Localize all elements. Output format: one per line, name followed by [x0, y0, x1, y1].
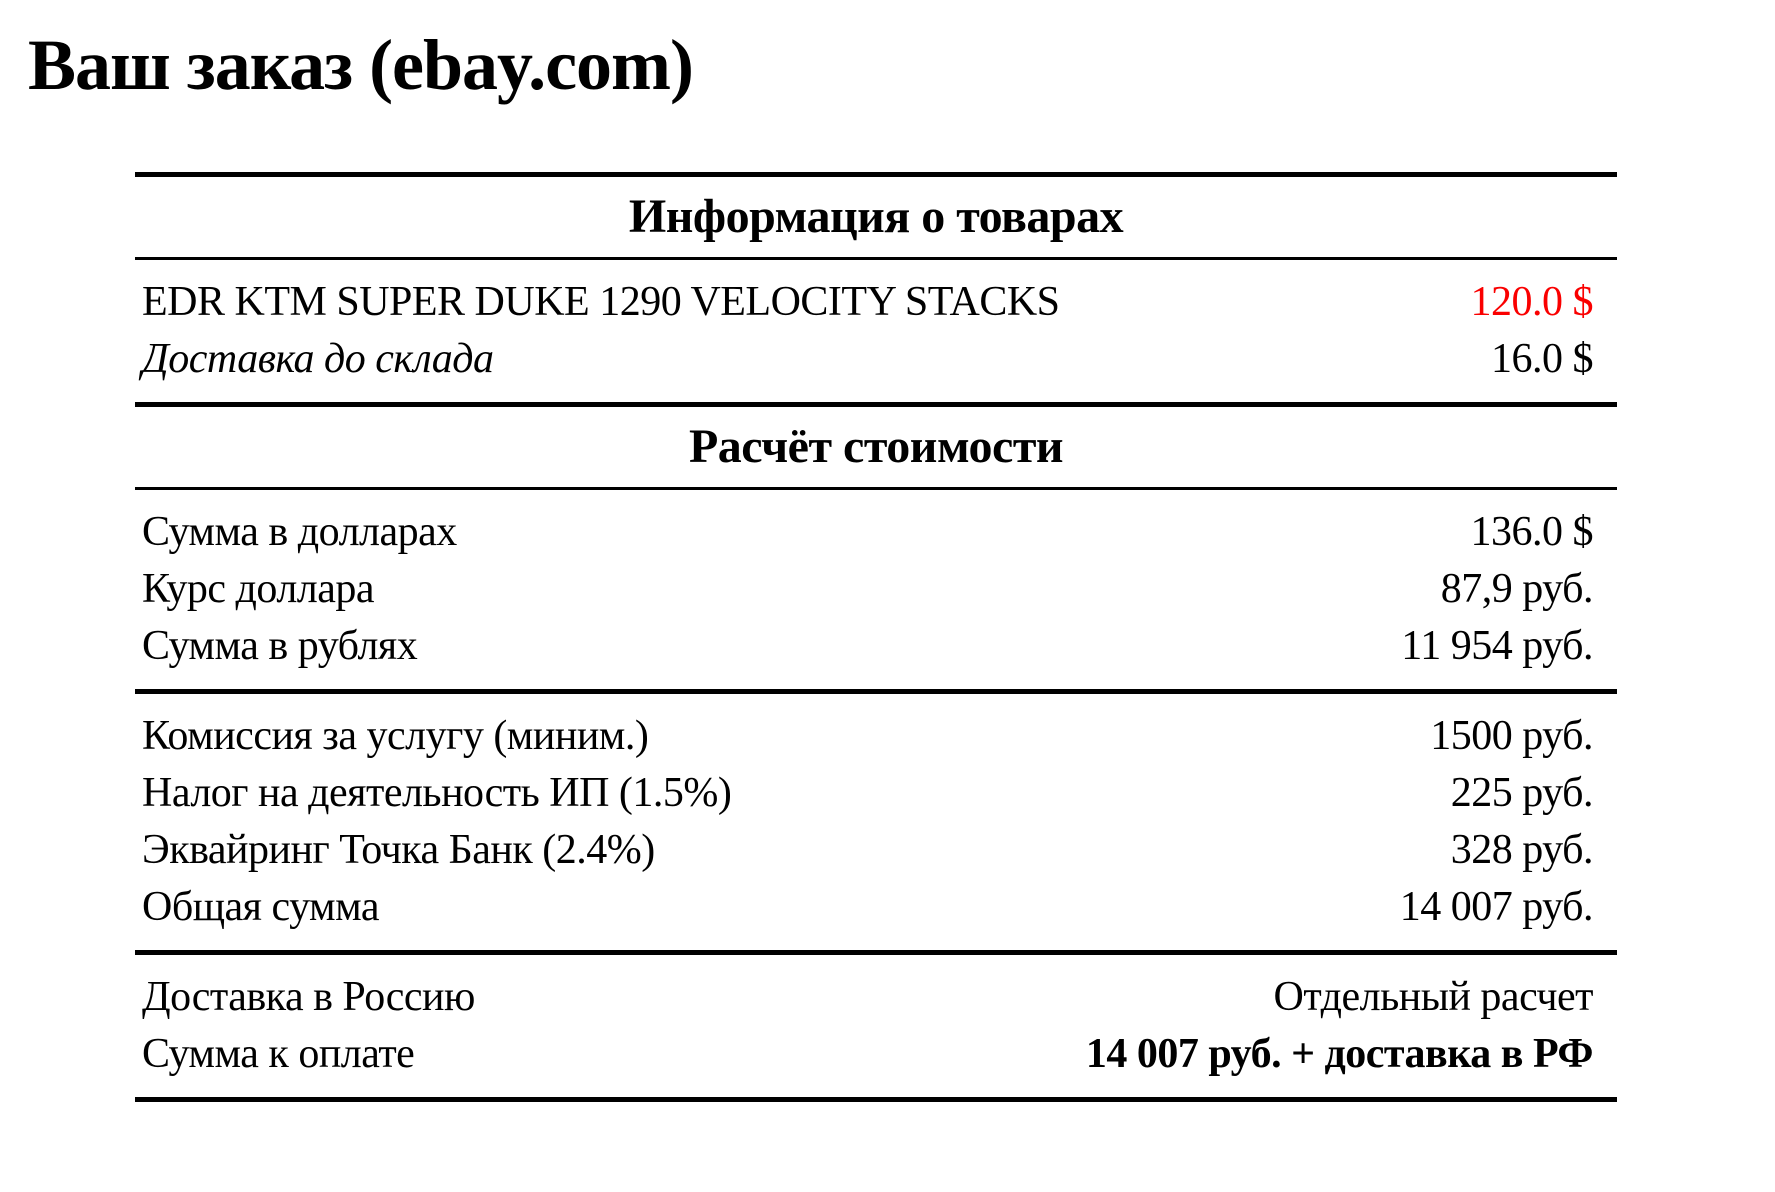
amount-due-value: 14 007 руб. + доставка в РФ	[1085, 1031, 1593, 1077]
section-header-cost-calculation: Расчёт стоимости	[688, 420, 1064, 473]
table-row-total	[135, 879, 1617, 936]
page-title: Ваш заказ (ebay.com)	[28, 25, 693, 105]
table-row-service-fee	[135, 708, 1617, 765]
total-label: Общая сумма	[142, 884, 380, 930]
table-row-warehouse-delivery	[135, 331, 1617, 388]
table-row-sum-rub	[135, 618, 1617, 675]
item-name: EDR KTM SUPER DUKE 1290 VELOCITY STACKS	[142, 279, 1060, 325]
service-fee-value: 1500 руб.	[1430, 713, 1593, 759]
table-row-russia-delivery	[135, 969, 1617, 1026]
section-header-product-info: Информация о товарах	[628, 190, 1124, 243]
order-table	[135, 172, 1617, 1102]
table-row-sum-usd	[135, 504, 1617, 561]
payment-rows	[135, 955, 1617, 1097]
table-row-acquiring	[135, 822, 1617, 879]
item-price: 120.0 $	[1470, 279, 1593, 325]
cost-calculation-rows	[135, 490, 1617, 689]
total-value: 14 007 руб.	[1399, 884, 1593, 930]
tax-value: 225 руб.	[1450, 770, 1593, 816]
russia-delivery-value: Отдельный расчет	[1273, 974, 1593, 1020]
warehouse-delivery-label: Доставка до склада	[142, 336, 494, 382]
sum-rub-value: 11 954 руб.	[1401, 623, 1593, 669]
divider-bottom	[135, 1097, 1617, 1102]
sum-rub-label: Сумма в рублях	[142, 623, 418, 669]
service-fee-label: Комиссия за услугу (миним.)	[142, 713, 649, 759]
warehouse-delivery-price: 16.0 $	[1491, 336, 1593, 382]
table-row-amount-due	[135, 1026, 1617, 1083]
table-row-item	[135, 274, 1617, 331]
table-row-usd-rate	[135, 561, 1617, 618]
russia-delivery-label: Доставка в Россию	[142, 974, 475, 1020]
product-info-rows	[135, 260, 1617, 402]
fees-rows	[135, 694, 1617, 950]
tax-label: Налог на деятельность ИП (1.5%)	[142, 770, 732, 816]
acquiring-label: Эквайринг Точка Банк (2.4%)	[142, 827, 655, 873]
sum-usd-label: Сумма в долларах	[142, 509, 457, 555]
sum-usd-value: 136.0 $	[1470, 509, 1593, 555]
usd-rate-value: 87,9 руб.	[1440, 566, 1593, 612]
amount-due-label: Сумма к оплате	[142, 1031, 415, 1077]
acquiring-value: 328 руб.	[1450, 827, 1593, 873]
usd-rate-label: Курс доллара	[142, 566, 375, 612]
table-row-tax	[135, 765, 1617, 822]
